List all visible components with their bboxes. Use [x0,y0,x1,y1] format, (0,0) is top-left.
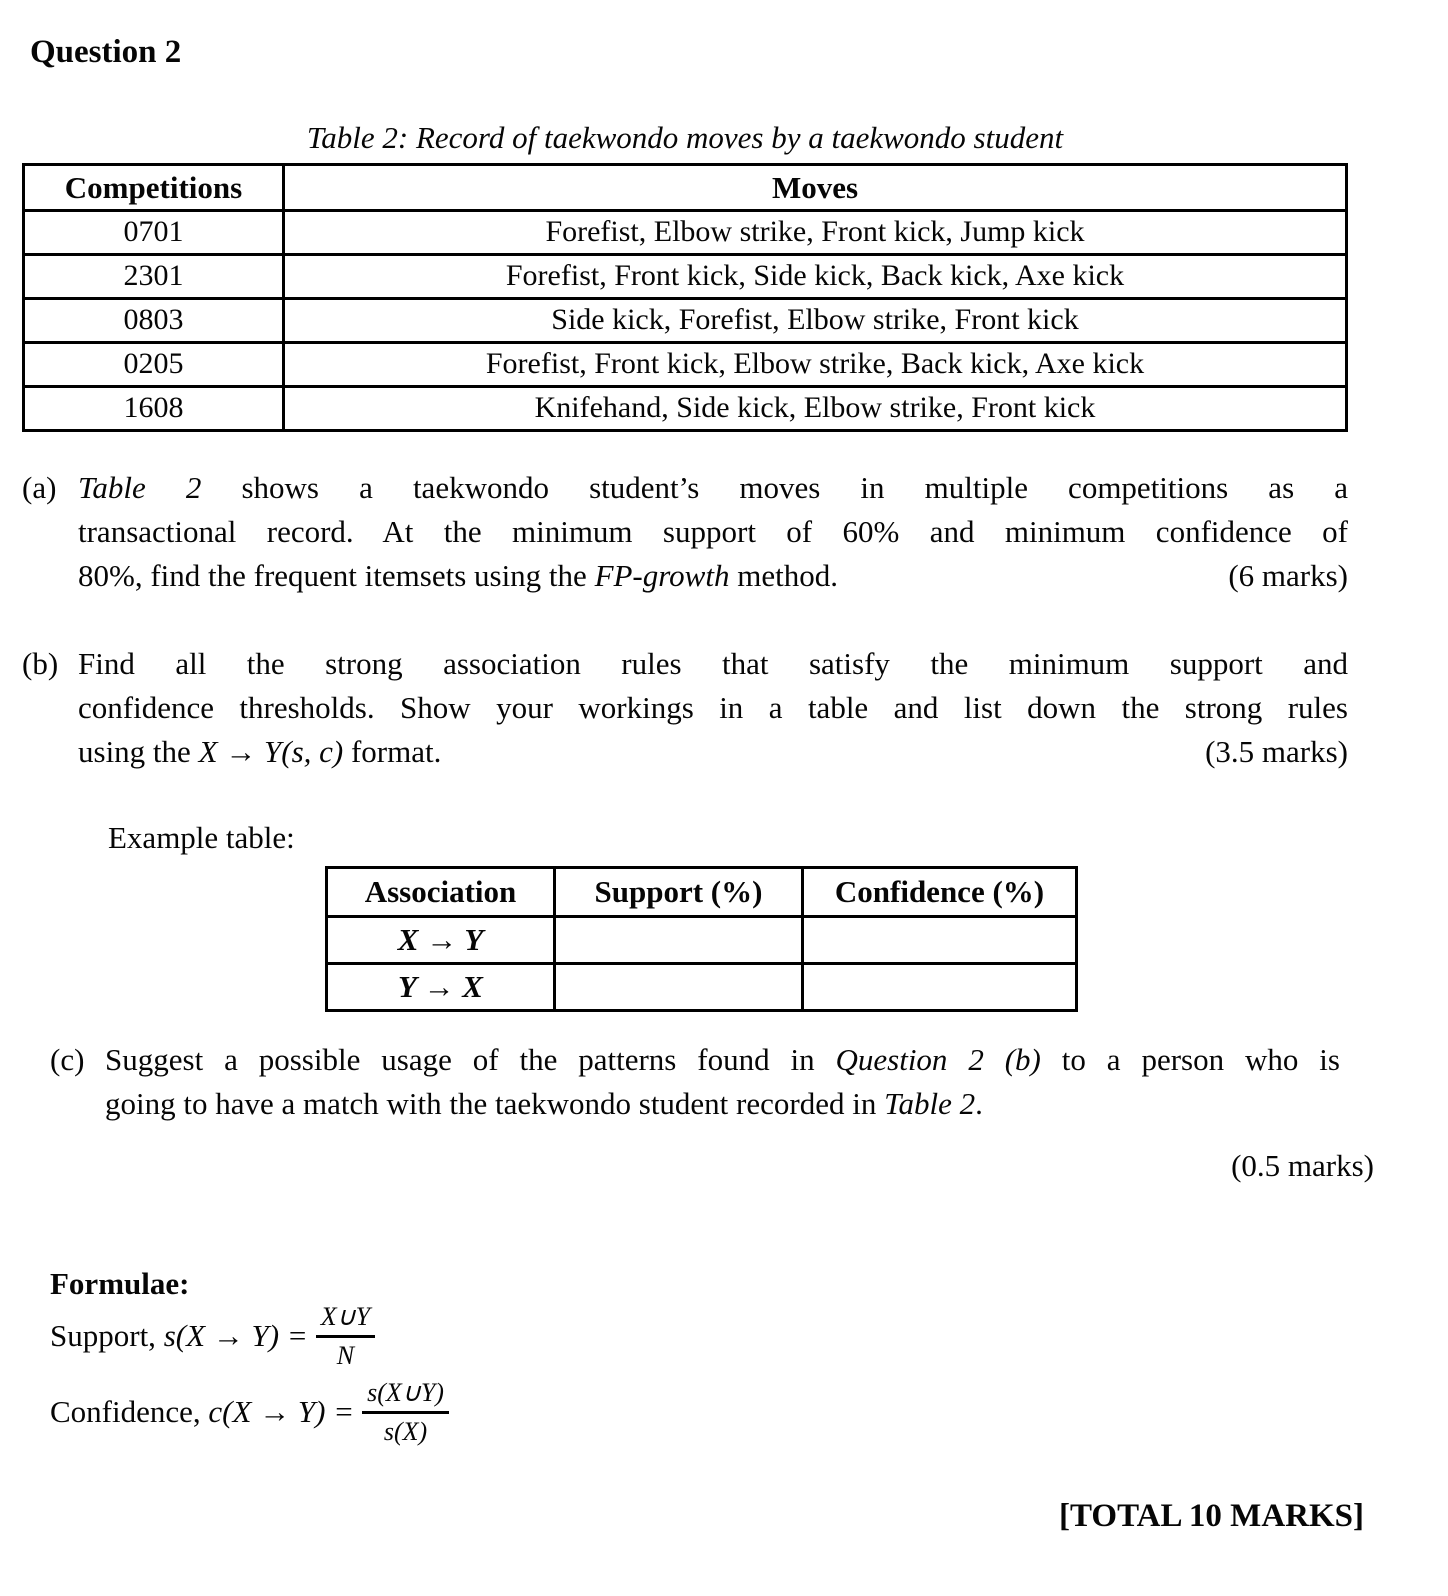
part-c-line1: Suggest a possible usage of the patterns found in Question 2 (b) to a person who is [105,1042,1340,1077]
support-cell [555,964,803,1011]
question-title: Question 2 [30,34,182,70]
competition-cell: 0701 [24,211,284,255]
table-row [24,255,1347,299]
example-table-label: Example table: [108,820,295,855]
total-marks: [TOTAL 10 MARKS] [1059,1498,1364,1534]
fraction-denominator: s(X) [383,1416,428,1446]
part-a-line2: transactional record. At the minimum support of 60% and minimum confidence of [78,514,1348,549]
question-part-a [22,466,1348,598]
table-row [24,299,1347,343]
part-b-marker: (b) [22,646,59,681]
part-a-text [22,466,1348,598]
example-table [325,866,1078,1012]
part-c-text [50,1038,1374,1188]
support-formula-prefix: Support, [50,1318,164,1353]
fraction-numerator: X∪Y [316,1301,375,1337]
confidence-formula [50,1374,449,1450]
confidence-formula-prefix: Confidence, [50,1394,209,1429]
question-part-c [50,1038,1374,1188]
confidence-formula-lhs: c(X → Y) = [208,1394,355,1429]
association-cell: X → Y [327,917,555,964]
part-b-text [22,642,1348,774]
support-cell [555,917,803,964]
competition-cell: 1608 [24,387,284,431]
part-b-line3: using the X → Y(s, c) format. (3.5 marks) [78,730,1348,774]
question-part-b [22,642,1348,774]
part-c-line2: going to have a match with the taekwondo student recorded in Table 2. [105,1086,983,1121]
moves-cell: Forefist, Front kick, Side kick, Back kick, Axe kick [284,255,1347,299]
moves-cell: Forefist, Front kick, Elbow strike, Back kick, Axe kick [284,343,1347,387]
table-row [24,211,1347,255]
example-table-header-row [327,868,1077,917]
table-row [327,964,1077,1011]
support-formula [50,1300,375,1372]
fraction-numerator: s(X∪Y) [362,1377,449,1413]
support-formula-lhs: s(X → Y) = [163,1318,308,1353]
moves-cell: Forefist, Elbow strike, Front kick, Jump kick [284,211,1347,255]
association-cell: Y → X [327,964,555,1011]
competition-cell: 0205 [24,343,284,387]
table-row [24,387,1347,431]
table-row [327,917,1077,964]
table-row [24,343,1347,387]
moves-cell: Side kick, Forefist, Elbow strike, Front kick [284,299,1347,343]
confidence-cell [803,917,1077,964]
column-header-confidence: Confidence (%) [803,868,1077,917]
column-header-moves: Moves [284,165,1347,211]
formulae-heading: Formulae: [50,1266,190,1301]
column-header-support: Support (%) [555,868,803,917]
part-c-marker: (c) [50,1042,85,1077]
competition-cell: 2301 [24,255,284,299]
column-header-competitions: Competitions [24,165,284,211]
part-b-marks: (3.5 marks) [1205,734,1348,769]
record-table-caption: Table 2: Record of taekwondo moves by a taekwondo student [306,120,1064,155]
part-b-line2: confidence thresholds. Show your workings in a table and list down the strong rules [78,690,1348,725]
part-c-marks: (0.5 marks) [1231,1148,1374,1183]
column-header-association: Association [327,868,555,917]
part-b-line1: Find all the strong association rules that satisfy the minimum support and [78,646,1348,681]
part-a-line3: 80%, find the frequent itemsets using the FP-growth method. (6 marks) [78,554,1348,598]
part-a-marks: (6 marks) [1228,558,1348,593]
confidence-cell [803,964,1077,1011]
part-a-marker: (a) [22,470,57,505]
competition-cell: 0803 [24,299,284,343]
fraction-denominator: N [336,1340,355,1370]
part-a-line1: Table 2 shows a taekwondo student’s moves in multiple competitions as a [78,470,1348,505]
confidence-formula-fraction [362,1377,449,1446]
record-table [22,163,1348,432]
support-formula-fraction [316,1301,375,1370]
moves-cell: Knifehand, Side kick, Elbow strike, Front kick [284,387,1347,431]
record-table-header-row [24,165,1347,211]
